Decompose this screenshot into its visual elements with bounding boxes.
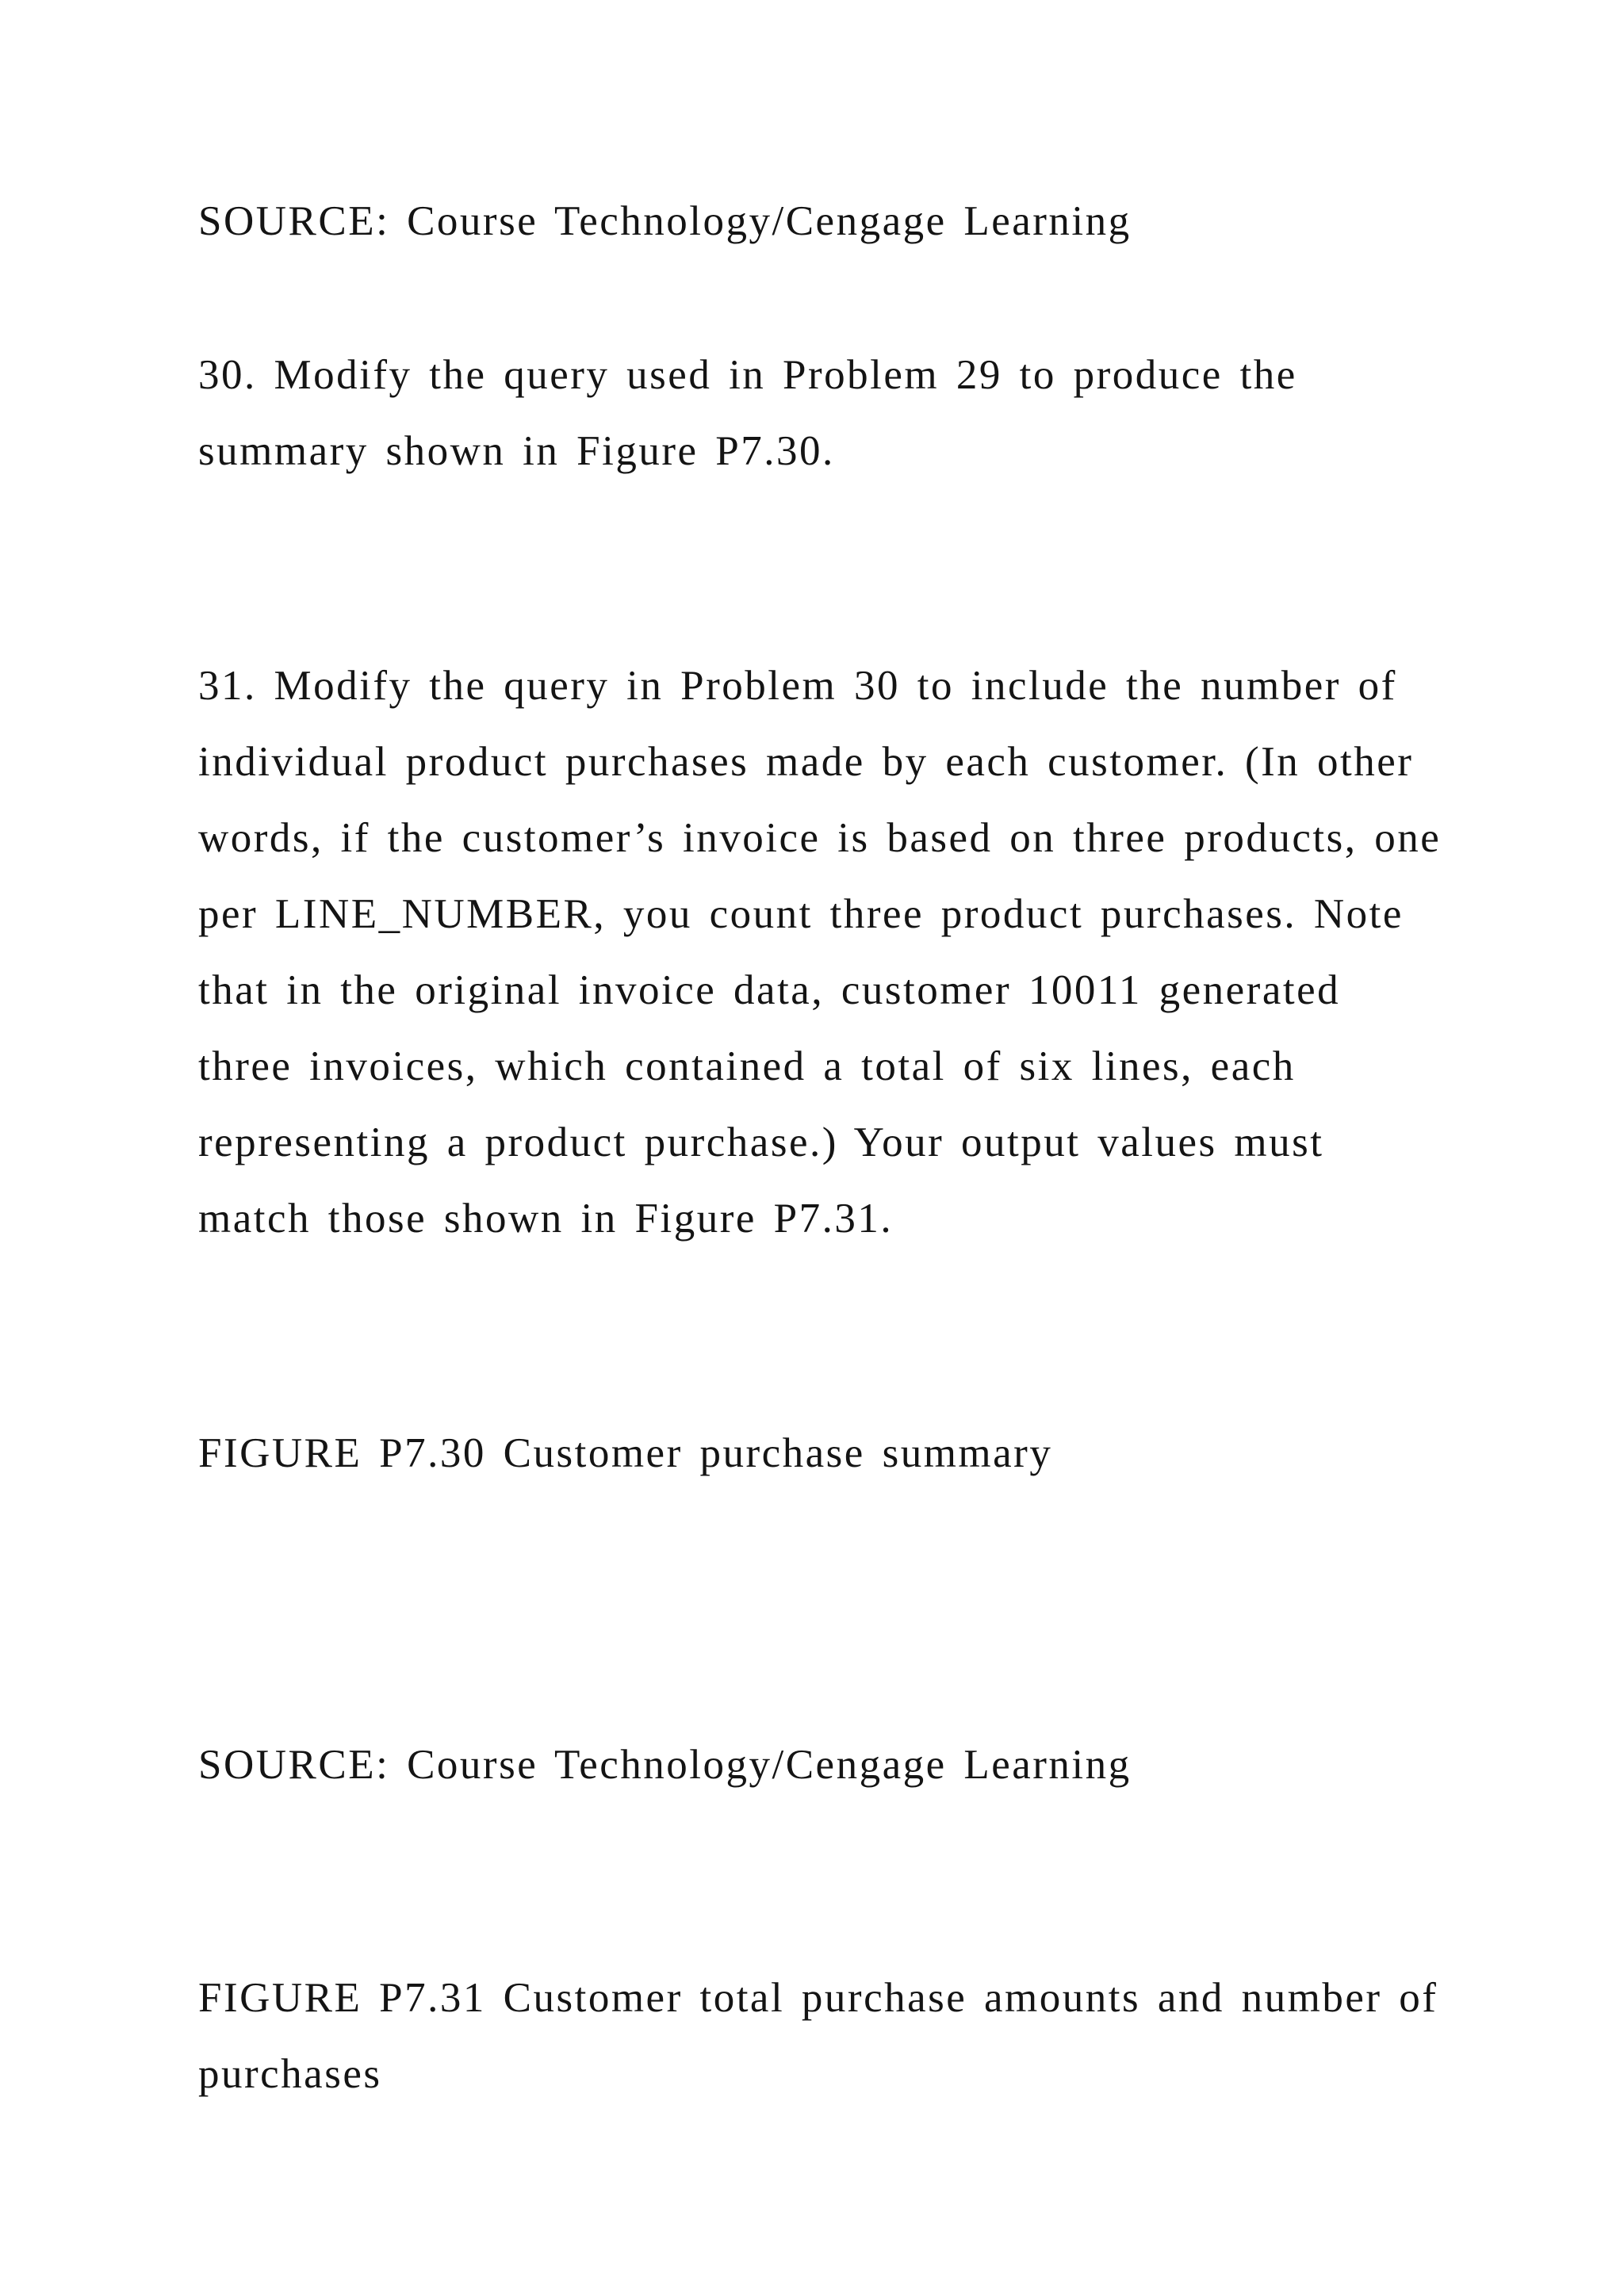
paragraph-line: 31. Modify the query in Problem 30 to include the number of <box>198 663 1397 709</box>
paragraph-line: words, if the customer’s invoice is based on three products, one <box>198 815 1442 861</box>
paragraph-line: individual product purchases made by each customer. (In other <box>198 739 1414 785</box>
problem-31-paragraph <box>198 648 1483 1257</box>
paragraph-line: representing a product purchase.) Your output values must <box>198 1119 1324 1165</box>
paragraph-line: three invoices, which contained a total of six lines, each <box>198 1043 1296 1089</box>
source-credit-text: SOURCE: Course Technology/Cengage Learning <box>198 1742 1132 1788</box>
figure-p7-31-caption <box>198 1960 1483 2112</box>
paragraph-line: 30. Modify the query used in Problem 29 to produce the <box>198 352 1297 398</box>
source-credit-text: SOURCE: Course Technology/Cengage Learning <box>198 198 1132 244</box>
paragraph-line: that in the original invoice data, customer 10011 generated <box>198 967 1341 1013</box>
figure-caption-text: FIGURE P7.30 Customer purchase summary <box>198 1430 1053 1476</box>
source-credit-top <box>198 183 1483 259</box>
source-credit-bottom <box>198 1727 1483 1803</box>
figure-p7-30-caption <box>198 1415 1483 1491</box>
problem-30-paragraph <box>198 337 1483 489</box>
paragraph-line: summary shown in Figure P7.30. <box>198 428 835 474</box>
figure-caption-text: purchases <box>198 2051 382 2097</box>
paragraph-line: match those shown in Figure P7.31. <box>198 1196 894 1242</box>
figure-caption-text: FIGURE P7.31 Customer total purchase amounts and number of <box>198 1975 1438 2021</box>
paragraph-line: per LINE_NUMBER, you count three product purchases. Note <box>198 891 1404 937</box>
